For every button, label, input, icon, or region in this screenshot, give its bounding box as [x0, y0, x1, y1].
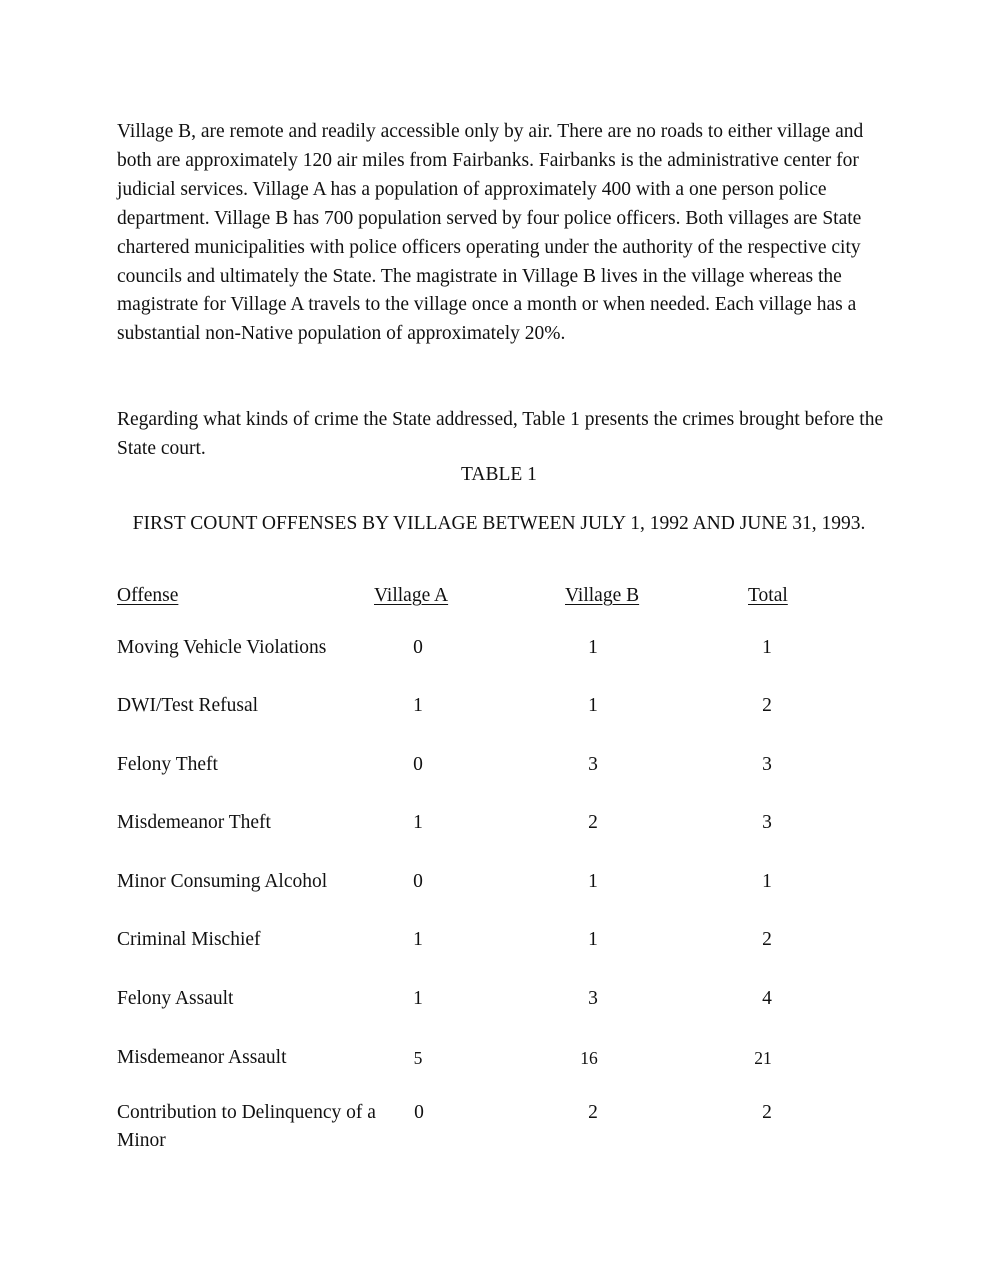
village-a-cell: 0	[413, 754, 423, 775]
village-b-cell: 1	[588, 929, 598, 950]
header-offense: Offense	[117, 585, 179, 606]
village-a-cell: 1	[413, 812, 423, 833]
village-a-cell: 1	[413, 929, 423, 950]
offense-cell: Minor Consuming Alcohol	[117, 871, 328, 892]
table-row	[0, 1099, 990, 1159]
village-b-cell: 2	[588, 812, 598, 833]
table-row	[0, 985, 990, 1041]
village-b-cell: 1	[588, 695, 598, 716]
village-a-cell: 0	[413, 871, 423, 892]
header-total: Total	[748, 585, 788, 606]
body-paragraph-1: Village B, are remote and readily accessible only by air. There are no roads to either village and both are approximately 120 air miles from Fairbanks. Fairbanks is the administrative center for judicial services. Village A has a population of approximately 400 with a one person police department. Village B has 700 population served by four police officers. Both villages are State chartered municipalities with police officers operating under the authority of the respective city councils and ultimately the State. The magistrate in Village B lives in the village whereas the magistrate for Village A travels to the village once a month or when needed. Each village has a substantial non-Native population of approximately 20%.	[117, 121, 864, 345]
village-a-cell: 0	[413, 637, 423, 658]
village-b-cell: 16	[580, 1048, 598, 1068]
total-cell: 2	[762, 695, 772, 716]
offense-cell: DWI/Test Refusal	[117, 695, 259, 716]
offense-cell: Felony Assault	[117, 988, 234, 1009]
total-cell: 1	[762, 637, 772, 658]
body-paragraph-2: Regarding what kinds of crime the State addressed, Table 1 presents the crimes brought before the State court.	[117, 409, 884, 459]
village-a-cell: 1	[413, 988, 423, 1009]
table-row	[0, 926, 990, 982]
total-cell: 3	[762, 754, 772, 775]
header-village-b: Village B	[565, 585, 640, 606]
total-cell: 2	[762, 1102, 772, 1123]
header-village-a: Village A	[374, 585, 449, 606]
table-label: TABLE 1	[461, 464, 537, 485]
table-row	[0, 1044, 990, 1100]
offense-cell: Misdemeanor Theft	[117, 812, 271, 833]
total-cell: 2	[762, 929, 772, 950]
total-cell: 21	[754, 1048, 772, 1068]
village-b-cell: 3	[588, 988, 598, 1009]
village-a-cell: 1	[413, 695, 423, 716]
table-row	[0, 868, 990, 924]
total-cell: 3	[762, 812, 772, 833]
table-row	[0, 809, 990, 865]
village-b-cell: 1	[588, 871, 598, 892]
village-a-cell: 0	[414, 1102, 424, 1123]
offense-cell: Misdemeanor Assault	[117, 1047, 287, 1068]
table-row	[0, 692, 990, 748]
offense-cell: Contribution to Delinquency of a Minor	[117, 1102, 376, 1151]
offense-cell: Criminal Mischief	[117, 929, 261, 950]
total-cell: 4	[762, 988, 772, 1009]
offense-cell: Felony Theft	[117, 754, 218, 775]
village-a-cell: 5	[413, 1048, 423, 1068]
village-b-cell: 3	[588, 754, 598, 775]
village-b-cell: 1	[588, 637, 598, 658]
offense-cell: Moving Vehicle Violations	[117, 637, 327, 658]
village-b-cell: 2	[588, 1102, 598, 1123]
table-row	[0, 751, 990, 807]
table-title: FIRST COUNT OFFENSES BY VILLAGE BETWEEN JULY 1, 1992 AND JUNE 31, 1993.	[132, 513, 866, 534]
table-row	[0, 634, 990, 690]
total-cell: 1	[762, 871, 772, 892]
